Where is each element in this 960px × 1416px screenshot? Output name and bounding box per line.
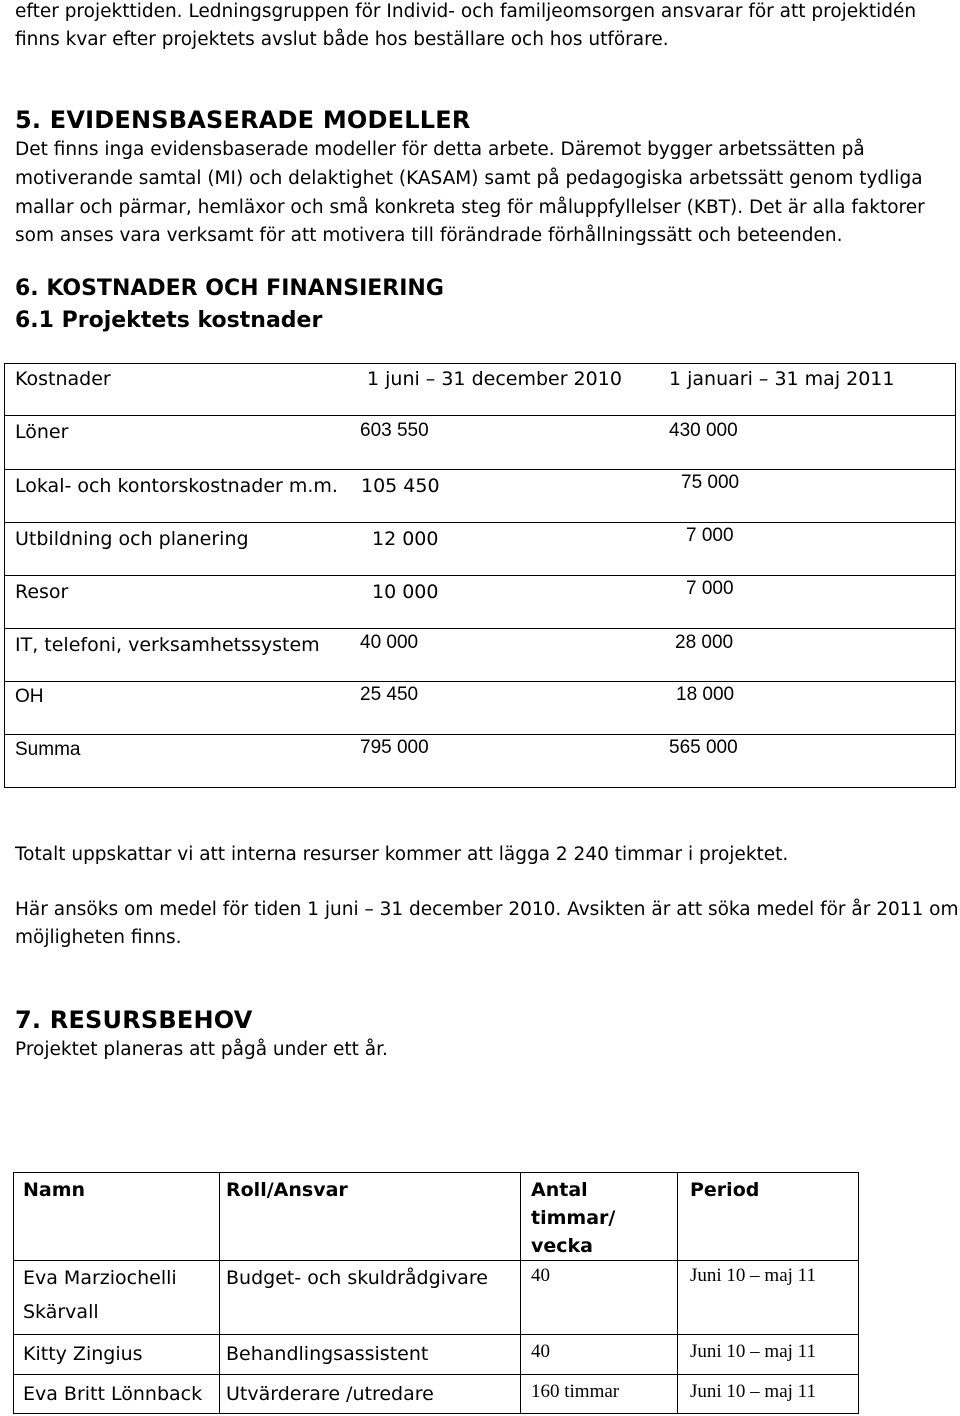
resource-row-period: Juni 10 – maj 11	[690, 1341, 816, 1362]
resource-header-hours-2: timmar/	[531, 1207, 616, 1229]
total-hours-line: Totalt uppskattar vi att interna resurser kommer att lägga 2 240 timmar i projektet.	[15, 844, 789, 865]
resource-row-role: Budget- och skuldrådgivare	[226, 1267, 488, 1289]
cost-header-period-2010: 1 juni – 31 december 2010	[367, 368, 622, 390]
cost-row-value-2010: 603 550	[360, 420, 429, 441]
cost-row-value-2011: 18 000	[676, 684, 735, 705]
section-7-heading: 7. RESURSBEHOV	[15, 1006, 253, 1034]
cost-row-value-2010: 105 450	[361, 475, 440, 497]
cost-row-value-2011: 28 000	[675, 632, 734, 653]
resource-row-name: Eva Marziochelli	[23, 1267, 177, 1289]
cost-row-label: Löner	[15, 421, 69, 443]
cost-row-value-2010: 25 450	[360, 684, 419, 705]
resource-row-role: Behandlingsassistent	[226, 1343, 429, 1365]
resource-row-role: Utvärderare /utredare	[226, 1383, 434, 1405]
intro-line-2: finns kvar efter projektets avslut både hos beställare och hos utförare.	[15, 29, 669, 50]
cost-row-label: Utbildning och planering	[15, 528, 249, 550]
funding-line-1: Här ansöks om medel för tiden 1 juni – 31 december 2010. Avsikten är att söka medel för år 2011 om	[15, 899, 959, 920]
cost-header-period-2011: 1 januari – 31 maj 2011	[669, 368, 895, 390]
cost-header-kostnader: Kostnader	[15, 368, 111, 390]
resource-header-period: Period	[690, 1179, 760, 1201]
resource-row-hours: 40	[531, 1265, 550, 1286]
cost-row-value-2010: 795 000	[360, 737, 429, 758]
resource-row-name-line-2: Skärvall	[23, 1301, 99, 1323]
resource-header-hours-1: Antal	[531, 1179, 588, 1201]
resource-header-name: Namn	[23, 1179, 86, 1201]
cost-row-value-2011: 7 000	[686, 578, 734, 599]
resource-row-hours: 40	[531, 1341, 550, 1362]
resource-table	[13, 1172, 859, 1414]
cost-row-value-2010: 40 000	[360, 632, 419, 653]
resource-header-role: Roll/Ansvar	[226, 1179, 348, 1201]
cost-row-value-2011: 430 000	[669, 420, 738, 441]
cost-row-label: OH	[15, 686, 44, 707]
cost-row-label: Resor	[15, 581, 69, 603]
section-6-1-heading: 6.1 Projektets kostnader	[15, 308, 323, 333]
resource-row-name: Eva Britt Lönnback	[23, 1383, 203, 1405]
resource-row-period: Juni 10 – maj 11	[690, 1265, 816, 1286]
cost-row-value-2010: 12 000	[372, 528, 439, 550]
section-5-line-1: Det finns inga evidensbaserade modeller för detta arbete. Däremot bygger arbetssätten på	[15, 139, 865, 160]
section-5-line-4: som anses vara verksamt för att motivera till förändrade förhållningssätt och beteenden.	[15, 225, 843, 246]
section-5-heading: 5. EVIDENSBASERADE MODELLER	[15, 106, 471, 134]
funding-line-2: möjligheten finns.	[15, 927, 182, 948]
section-5-line-3: mallar och pärmar, hemläxor och små konkreta steg för måluppfyllelser (KBT). Det är alla faktorer	[15, 197, 925, 218]
resource-row-period: Juni 10 – maj 11	[690, 1381, 816, 1402]
section-7-line: Projektet planeras att pågå under ett år.	[15, 1039, 388, 1060]
resource-row-hours: 160 timmar	[531, 1381, 620, 1402]
resource-header-hours-3: vecka	[531, 1235, 593, 1257]
section-6-heading: 6. KOSTNADER OCH FINANSIERING	[15, 276, 444, 301]
cost-row-value-2011: 565 000	[669, 737, 738, 758]
cost-row-value-2010: 10 000	[372, 581, 439, 603]
cost-row-label: Summa	[15, 739, 81, 760]
cost-row-value-2011: 75 000	[681, 472, 740, 493]
cost-row-label: IT, telefoni, verksamhetssystem	[15, 634, 320, 656]
cost-row-value-2011: 7 000	[686, 525, 734, 546]
resource-row-name: Kitty Zingius	[23, 1343, 143, 1365]
cost-table	[4, 363, 956, 788]
intro-line-1: efter projekttiden. Ledningsgruppen för Individ- och familjeomsorgen ansvarar för att projektidén	[15, 1, 917, 22]
section-5-line-2: motiverande samtal (MI) och delaktighet (KASAM) samt på pedagogiska arbetssätt genom tydliga	[15, 168, 923, 189]
cost-row-label: Lokal- och kontorskostnader m.m.	[15, 475, 338, 497]
